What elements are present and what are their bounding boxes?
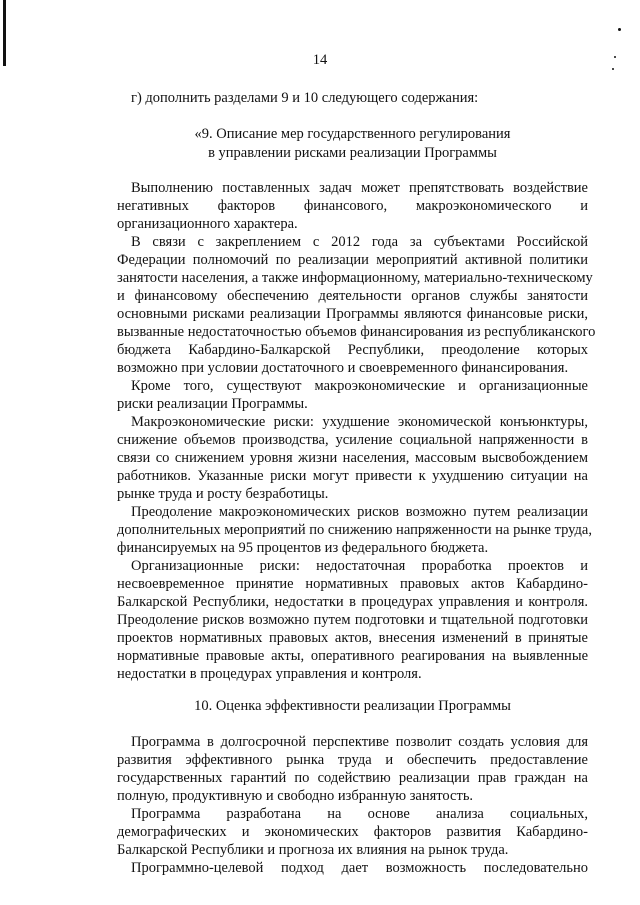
text-line: Выполнению поставленных задач может препятствовать воздействие xyxy=(131,180,588,196)
text-line: нормативные правовые акты, оперативного реагирования на выявленные xyxy=(117,648,588,664)
text-line: организационного характера. xyxy=(117,216,298,232)
text-line: г) дополнить разделами 9 и 10 следующего содержания: xyxy=(131,90,479,106)
text-line: рынке труда и росту безработицы. xyxy=(117,486,329,502)
text-line: негативных факторов финансового, макроэкономического и xyxy=(117,198,588,214)
text-line: демографических и экономических факторов развития Кабардино- xyxy=(117,824,588,840)
text-line: Преодоление рисков возможно путем подготовки и тщательной подготовки xyxy=(117,612,588,628)
text-line: проектов нормативных правовых актов, внесения изменений в принятые xyxy=(117,630,588,646)
text-line: В связи с закреплением с 2012 года за субъектами Российской xyxy=(131,234,588,250)
text-line: связи со снижением уровня жизни населения, массовым высвобождением xyxy=(117,450,588,466)
text-line: вызванные недостаточностью объемов финансирования из республиканского xyxy=(117,324,596,340)
text-line: Федерации полномочий по реализации мероприятий активной политики xyxy=(117,252,588,268)
text-line: Балкарской Республики, недостатки в процедурах управления и контроля. xyxy=(117,594,588,610)
text-line: недостатки в процедурах управления и контроля. xyxy=(117,666,422,682)
text-line: несвоевременное принятие нормативных правовых актов Кабардино- xyxy=(117,576,588,592)
text-line: финансируемых на 95 процентов из федерального бюджета. xyxy=(117,540,489,556)
text-line: полную, продуктивную и свободно избранную занятость. xyxy=(117,788,474,804)
text-line: 10. Оценка эффективности реализации Программы xyxy=(194,698,511,714)
text-line: Программа разработана на основе анализа социальных, xyxy=(131,806,588,822)
text-line: Балкарской Республики и прогноза их влияния на рынок труда. xyxy=(117,842,509,858)
page-number: 14 xyxy=(312,52,328,68)
text-line: снижение объемов производства, усиление социальной напряженности в xyxy=(117,432,588,448)
text-line: риски реализации Программы. xyxy=(117,396,308,412)
text-line: Организационные риски: недостаточная проработка проектов и xyxy=(131,558,588,574)
text-line: работников. Указанные риски могут привести к ухудшению ситуации на xyxy=(117,468,588,484)
scan-dot-mark xyxy=(618,28,621,31)
text-line: Программно-целевой подход дает возможность последовательно xyxy=(131,860,588,876)
text-line: Макроэкономические риски: ухудшение экономической конъюнктуры, xyxy=(131,414,588,430)
text-line: Преодоление макроэкономических рисков возможно путем реализации xyxy=(131,504,588,520)
text-line: и финансовому обеспечению деятельности органов службы занятости xyxy=(117,288,588,304)
text-line: Программа в долгосрочной перспективе позволит создать условия для xyxy=(131,734,588,750)
text-line: Кроме того, существуют макроэкономические и организационные xyxy=(131,378,588,394)
text-line: государственных гарантий по содействию реализации прав граждан на xyxy=(117,770,588,786)
text-line: в управлении рисками реализации Программы xyxy=(208,145,497,161)
text-line: занятости населения, а также информационному, материально-техническому xyxy=(117,270,593,286)
text-line: возможно при условии достаточного и своевременного финансирования. xyxy=(117,360,569,376)
text-line: бюджета Кабардино-Балкарской Республики, преодоление которых xyxy=(117,342,588,358)
text-line: дополнительных мероприятий по снижению напряженности на рынке труда, xyxy=(117,522,592,538)
text-line: «9. Описание мер государственного регулирования xyxy=(194,126,511,142)
text-line: основными рисками реализации Программы являются финансовые риски, xyxy=(117,306,588,322)
text-line: развития эффективного рынка труда и обеспечить предоставление xyxy=(117,752,588,768)
